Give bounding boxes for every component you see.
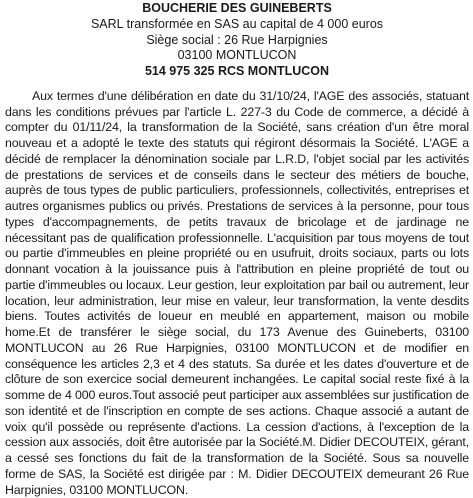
legal-form: SARL transformée en SAS au capital de 4 000 euros [90,16,384,31]
legal-notice [5,0,469,498]
rcs-registration: 514 975 325 RCS MONTLUCON [144,64,330,79]
notice-body: Aux termes d'une délibération en date du 31/10/24, l'AGE des associés, statuant dans les conditions prévues par l'article L. 227-3 du Code de commerce, a décidé à compter du 01/11/24, la transformation de la Société, sans création d'un être moral nouveau et a adopté le texte des statuts qui régiront désormais la Société. L'AGE a décidé de remplacer la dénomination sociale par L.R.D, l'objet social par les activités de prestations de services et de conseils dans le secteur des métiers de bouche, auprès de tous types de public particuliers, professionnels, collectivités, entreprises et autres organismes publics ou privés. Prestations de services à la personne, pour tous types d'accompagnements, de petits travaux de bricolage et de jardinage ne nécessitant pas de qualification professionnelle. L'acquisition par tous moyens de tout ou partie d'immeubles en pleine propriété ou en usufruit, droits sociaux, parts ou lots donnant vocation à la jouissance puis à l'attribution en pleine propriété de tout ou partie d'immeubles ou locaux. Leur gestion, leur exploitation par bail ou autrement, leur location, leur administration, leur mise en valeur, leur transformation, la vente desdits biens. Toutes activités de loueur en meublé en appartement, maison ou mobile home.Et de transférer le siège social, du 173 Avenue des Guineberts, 03100 MONTLUCON au 26 Rue Harpignies, 03100 MONTLUCON et de modifier en conséquence les articles 2,3 et 4 des statuts. Sa durée et les dates d'ouverture et de clôture de son exercice social demeurent inchangées. Le capital social reste fixé à la somme de 4 000 euros.Tout associé peut participer aux assemblées sur justification de son identité et de l'inscription en compte de ses actions. Chaque associé a autant de voix qu'il possède ou représente d'actions. La cession d'actions, à l'exception de la cession aux associés, doit être autorisée par la Société.M. Didier DECOUTEIX, gérant, a cessé ses fonctions du fait de la transformation de la Société. Sous sa nouvelle forme de SAS, la Société est dirigée par : M. Didier DECOUTEIX demeurant 26 Rue Harpignies, 03100 MONTLUCON. [5,88,469,497]
head-office: Siège social : 26 Rue Harpignies [146,32,328,47]
city: 03100 MONTLUCON [177,48,297,63]
notice-header [5,1,469,80]
company-name: BOUCHERIE DES GUINEBERTS [142,1,332,15]
